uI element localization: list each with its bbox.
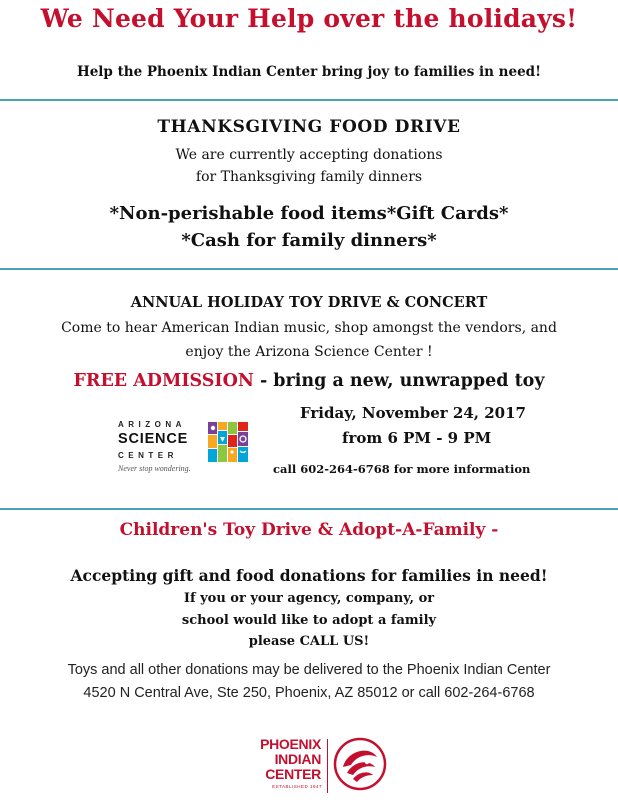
- toy-drive-title: ANNUAL HOLIDAY TOY DRIVE & CONCERT: [130, 294, 488, 311]
- donation-items-line: *Non-perishable food items*Gift Cards*: [109, 203, 509, 224]
- donation-items-line: *Cash for family dinners*: [181, 230, 437, 251]
- section-divider: [0, 99, 618, 101]
- thanksgiving-title: THANKSGIVING FOOD DRIVE: [157, 117, 461, 137]
- adopt-a-family-text-line: please CALL US!: [248, 634, 370, 649]
- event-time: from 6 PM - 9 PM: [342, 429, 492, 447]
- pic-logo-rule: [327, 739, 328, 793]
- adopt-a-family-title: Children's Toy Drive & Adopt-A-Family -: [119, 520, 499, 540]
- section-divider: [0, 508, 618, 510]
- phoenix-indian-center-logo: [236, 737, 386, 800]
- pic-logo-phoenix: PHOENIX: [260, 736, 321, 752]
- section-divider: [0, 268, 618, 270]
- asc-logo-science: SCIENCE: [118, 431, 189, 447]
- phoenix-bird-icon: [333, 737, 387, 791]
- page-subheading: Help the Phoenix Indian Center bring joy to families in need!: [76, 64, 542, 80]
- event-date: Friday, November 24, 2017: [300, 404, 526, 422]
- asc-logo-center: CENTER: [118, 451, 178, 460]
- free-admission-label: FREE ADMISSION: [73, 371, 254, 391]
- pic-logo-indian: INDIAN: [274, 751, 321, 767]
- pic-logo-wordmark: [236, 737, 321, 782]
- delivery-info-line: Toys and all other donations may be delivered to the Phoenix Indian Center: [67, 662, 551, 678]
- toy-drive-text-line: enjoy the Arizona Science Center !: [185, 344, 433, 360]
- admission-requirement: - bring a new, unwrapped toy: [253, 371, 545, 391]
- adopt-a-family-text-line: school would like to adopt a family: [181, 613, 437, 628]
- thanksgiving-text-line: for Thanksgiving family dinners: [195, 169, 423, 185]
- admission-line: [0, 371, 618, 391]
- delivery-address-line: 4520 N Central Ave, Ste 250, Phoenix, AZ 85012 or call 602-264-6768: [83, 685, 535, 701]
- asc-logo-arizona: ARIZONA: [118, 420, 186, 429]
- info-phone-line: call 602-264-6768 for more information: [273, 462, 531, 476]
- adopt-a-family-text-line: If you or your agency, company, or: [183, 591, 435, 606]
- arizona-science-center-logo: [118, 420, 248, 484]
- pic-logo-center: CENTER: [265, 766, 321, 782]
- toy-drive-text-line: Come to hear American Indian music, shop amongst the vendors, and: [61, 320, 557, 336]
- page-headline: We Need Your Help over the holidays!: [40, 4, 578, 33]
- pic-logo-established: ESTABLISHED 1947: [272, 784, 322, 789]
- asc-logo-tagline: Never stop wondering.: [118, 464, 191, 473]
- thanksgiving-text-line: We are currently accepting donations: [175, 147, 443, 163]
- adopt-a-family-text-line: Accepting gift and food donations for families in need!: [70, 566, 548, 585]
- asc-mosaic-icon: [208, 422, 248, 462]
